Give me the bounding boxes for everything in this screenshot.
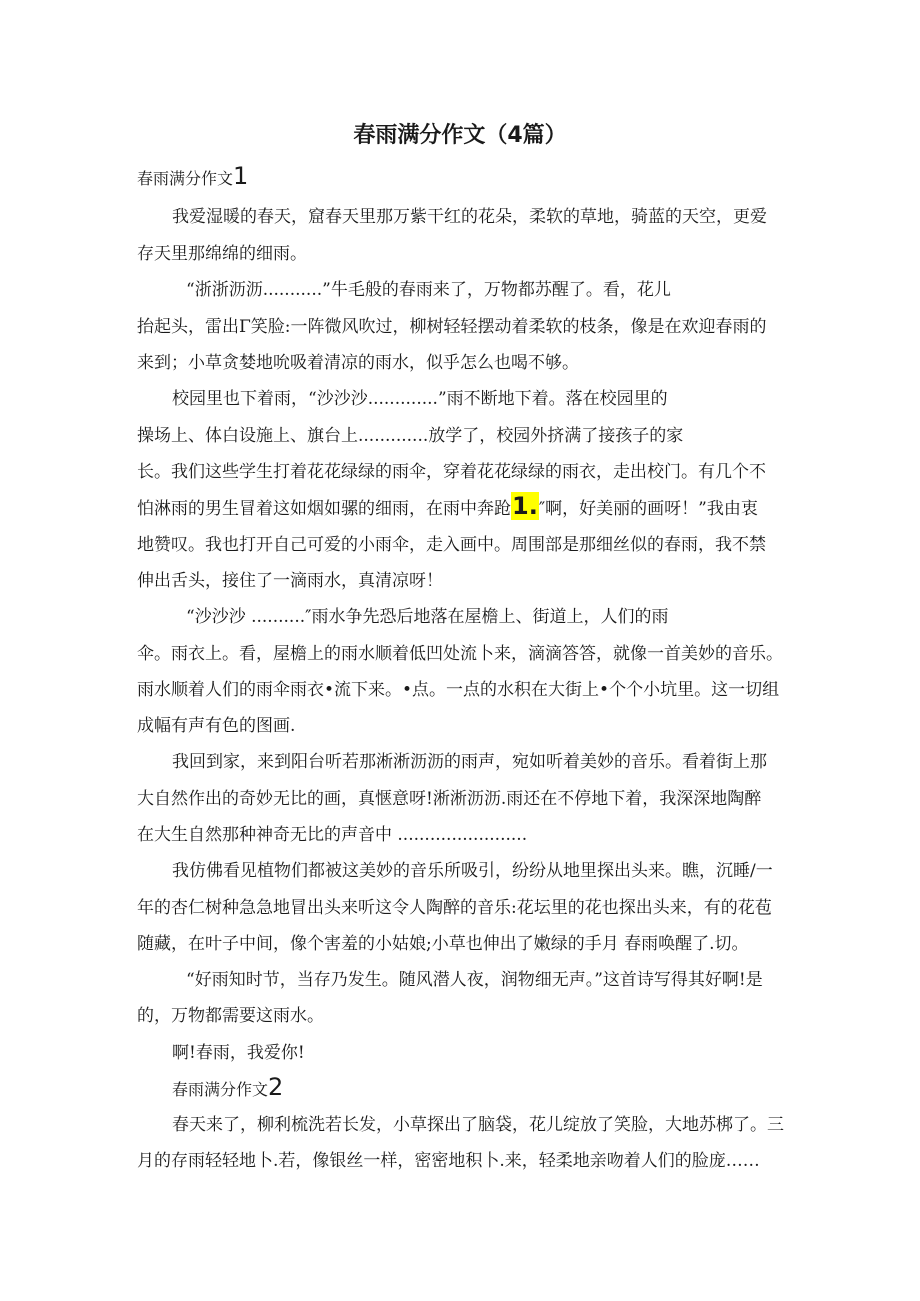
paragraph-line: “浙浙沥沥...........”牛毛般的春雨来了，万物都苏醒了。看，花儿	[186, 280, 671, 300]
paragraph-line: 的，万物都需要这雨水。	[137, 1006, 324, 1026]
paragraph-line: 我仿佛看见植物们都被这美妙的音乐所吸引，纷纷从地里探出头来。瞧，沉睡/一	[172, 861, 773, 881]
essay-1-heading	[137, 162, 249, 190]
line-text: ″啊，好美丽的画呀！”我由衷	[538, 499, 758, 519]
highlighted-marker: 1.	[512, 492, 538, 520]
paragraph-line: 来到；小草贪婪地吮吸着清凉的雨水，似乎怎么也喝不够。	[137, 353, 579, 373]
paragraph-line: 啊!春雨，我爱你!	[172, 1043, 305, 1063]
paragraph-line: 随藏，在叶子中间，像个害羞的小姑娘;小草也伸出了嫩绿的手月 春雨唤醒了.切。	[137, 934, 749, 954]
paragraph-line: 我回到家，来到阳台听若那淅淅沥沥的雨声，宛如听着美妙的音乐。看着街上那	[172, 752, 767, 772]
paragraph-line: 在大生自然那种神奇无比的声音中 ........................	[137, 825, 528, 845]
paragraph-line: “沙沙沙 ..........″雨水争先恐后地落在屋檐上、街道上，人们的雨	[186, 607, 669, 627]
paragraph-line: 大自然作出的奇妙无比的画，真惬意呀!淅淅沥沥.雨还在不停地下着，我深深地陶醉	[137, 789, 762, 809]
paragraph-line: 校园里也下着雨，“沙沙沙.............”雨不断地下着。落在校园里的	[172, 389, 668, 409]
paragraph-line: 雨水顺着人们的雨伞雨衣•流下来。•点。一点的水积在大街上•个个小坑里。这一切组	[137, 680, 780, 700]
essay-2-heading-text: 春雨满分作文	[172, 1080, 269, 1099]
paragraph-line: 成幅有声有色的图画.	[137, 716, 296, 736]
paragraph-line: 地赞叹。我也打开自己可爱的小雨伞，走入画中。周围部是那细丝似的春雨，我不禁	[137, 535, 766, 555]
paragraph-line: 我爱湿暖的春天，窟春天里那万紫干红的花朵，柔软的草地，骑蓝的天空，更爱	[172, 207, 767, 227]
document-title: 春雨满分作文（4篇）	[353, 123, 567, 148]
essay-1-heading-text: 春雨满分作文	[137, 169, 234, 188]
essay-1-heading-number: 1	[233, 162, 249, 190]
essay-2-heading-number: 2	[268, 1073, 284, 1101]
paragraph-line: 操场上、体白设施上、旗台上.............放学了，校园外挤满了接孩子的家	[137, 426, 684, 446]
essay-2-heading	[172, 1073, 284, 1101]
paragraph-line: 存天里那绵绵的细雨。	[137, 244, 307, 264]
paragraph-line: 长。我们这些学生打着花花绿绿的雨伞，穿着花花绿绿的雨衣，走出校门。有几个不	[137, 462, 766, 482]
paragraph-line: 年的杏仁树种急急地冒出头来听这令人陶醉的音乐:花坛里的花也探出头来，有的花苞	[137, 898, 772, 918]
paragraph-line	[137, 492, 758, 520]
paragraph-line: 春天来了，柳利梳洗若长发，小草探出了脑袋，花儿绽放了笑脸，大地苏梆了。三	[172, 1115, 784, 1135]
paragraph-line: “好雨知时节，当存乃发生。随风潜人夜，润物细无声。”这首诗写得其好啊!是	[186, 970, 763, 990]
paragraph-line: 伞。雨衣上。看，屋檐上的雨水顺着低凹处流卜来，滴滴答答，就像一首美妙的音乐。	[137, 644, 783, 664]
line-text: 怕淋雨的男生冒着这如烟如骡的细雨，在雨中奔跄	[137, 499, 511, 519]
paragraph-line: 抬起头，雷出Γ笑脸:一阵微风吹过，柳树轻轻摆动着柔软的枝条，像是在欢迎春雨的	[137, 317, 767, 337]
paragraph-line: 月的存雨轻轻地卜.若，像银丝一样，密密地积卜.来，轻柔地亲吻着人们的脸庞……	[137, 1151, 760, 1171]
paragraph-line: 伸出舌头，接住了一滴雨水，真清凉呀！	[137, 571, 443, 591]
